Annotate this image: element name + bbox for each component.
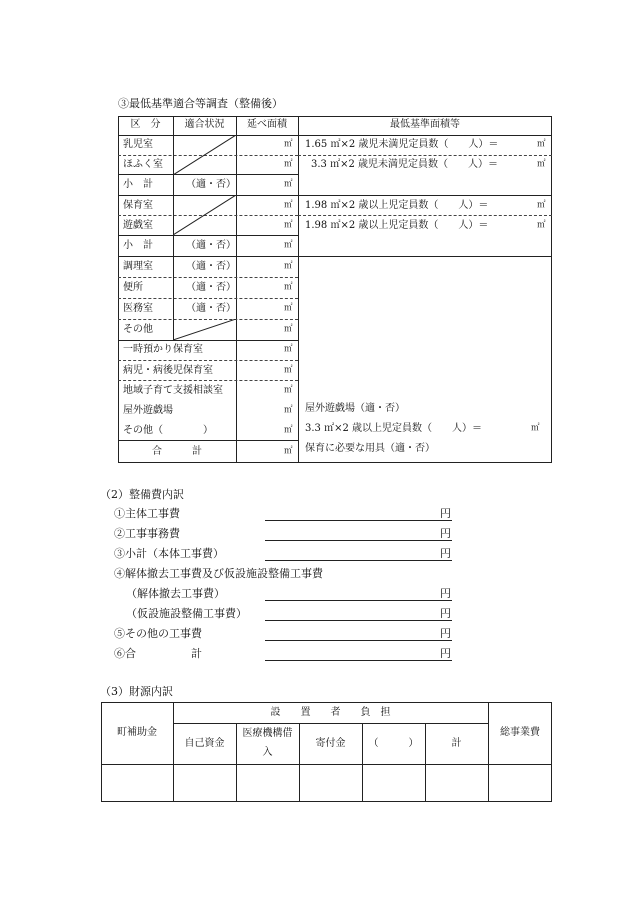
dashed-divider xyxy=(118,298,298,299)
status-value: （適・否） xyxy=(186,240,236,251)
dashed-divider xyxy=(118,380,298,381)
unit: ㎡ xyxy=(284,261,293,271)
yen: 円 xyxy=(440,647,451,660)
yen: 円 xyxy=(440,587,451,600)
amount-line xyxy=(265,520,452,521)
equipment-check: 保育に必要な用具（適・否） xyxy=(305,443,435,454)
col-divider xyxy=(298,116,299,463)
col-divider xyxy=(236,116,237,463)
row-label: ほふく室 xyxy=(123,159,163,170)
dashed-divider xyxy=(298,155,552,156)
row-label: 調理室 xyxy=(123,261,153,272)
formula: 3.3 ㎡×2 歳児未満児定員数（ 人）＝ xyxy=(311,159,499,170)
yen: 円 xyxy=(440,627,451,640)
unit: ㎡ xyxy=(537,200,546,210)
section3-title: （3）財源内訳 xyxy=(100,685,173,698)
unit: ㎡ xyxy=(284,405,293,415)
unit: ㎡ xyxy=(284,220,293,230)
row-label: その他（ ） xyxy=(123,425,213,436)
amount-line xyxy=(265,660,452,661)
unit: ㎡ xyxy=(284,425,293,435)
row-label: 病児・病後児保育室 xyxy=(123,365,213,376)
diagonal-slash xyxy=(173,135,236,175)
formula: 1.98 ㎡×2 歳以上児定員数（ 人）＝ xyxy=(305,220,489,231)
yen: 円 xyxy=(440,607,451,620)
section2-title: （2）整備費内訳 xyxy=(100,488,184,501)
town-subsidy-header: 町補助金 xyxy=(117,727,157,738)
col-divider xyxy=(425,723,426,802)
unit: ㎡ xyxy=(284,200,293,210)
col-header: （ ） xyxy=(368,738,419,749)
header-nobe: 延べ面積 xyxy=(247,119,287,130)
header-kubun: 区 分 xyxy=(130,119,161,130)
unit: ㎡ xyxy=(284,385,293,395)
unit: ㎡ xyxy=(284,303,293,313)
col-header: 計 xyxy=(451,738,462,749)
row-divider xyxy=(118,256,552,257)
cost-item: ⑤その他の工事費 xyxy=(114,627,202,640)
unit: ㎡ xyxy=(284,179,293,189)
formula: 1.65 ㎡×2 歳児未満児定員数（ 人）＝ xyxy=(305,139,499,150)
cost-item: ②工事事務費 xyxy=(114,527,180,540)
amount-line xyxy=(265,600,452,601)
unit: ㎡ xyxy=(284,324,293,334)
row-divider xyxy=(118,340,298,341)
yen: 円 xyxy=(440,547,451,560)
status-value: （適・否） xyxy=(186,303,236,314)
col-header: 寄付金 xyxy=(315,738,346,749)
row-label: その他 xyxy=(123,324,153,335)
cost-item: （解体撤去工事費） xyxy=(126,587,225,600)
row-divider xyxy=(118,440,298,441)
unit: ㎡ xyxy=(284,139,293,149)
amount-line xyxy=(265,620,452,621)
row-label: 小 計 xyxy=(123,240,153,251)
col-header: 入 xyxy=(262,747,273,758)
status-value: （適・否） xyxy=(186,261,236,272)
installer-burden-header: 設 置 者 負 担 xyxy=(270,707,391,718)
row-label: 小 計 xyxy=(123,179,153,190)
row-label: 地域子育て支援相談室 xyxy=(123,385,223,396)
row-label: 屋外遊戯場 xyxy=(123,405,173,416)
yen: 円 xyxy=(440,527,451,540)
cost-item: ①主体工事費 xyxy=(114,507,180,520)
unit: ㎡ xyxy=(284,344,293,354)
row-label: 保育室 xyxy=(123,200,153,211)
col-divider xyxy=(488,702,489,802)
dashed-divider xyxy=(118,360,298,361)
dashed-divider xyxy=(118,277,298,278)
amount-line xyxy=(265,540,452,541)
total-label: 合 計 xyxy=(152,446,202,457)
col-divider xyxy=(299,723,300,802)
status-value: （適・否） xyxy=(186,179,236,190)
unit: ㎡ xyxy=(284,240,293,250)
outdoor-playground: 屋外遊戯場（適・否） xyxy=(305,403,405,414)
amount-line xyxy=(265,640,452,641)
unit: ㎡ xyxy=(537,139,546,149)
col-header: 自己資金 xyxy=(184,738,225,749)
col-divider xyxy=(362,723,363,802)
cost-item: ④解体撤去工事費及び仮設施設整備工事費 xyxy=(114,567,323,580)
header-saitei: 最低基準面積等 xyxy=(390,119,460,130)
unit: ㎡ xyxy=(284,446,293,456)
row-divider xyxy=(118,235,298,236)
row-label: 一時預かり保育室 xyxy=(123,344,203,355)
section-title: ③最低基準適合等調査（整備後） xyxy=(118,97,283,110)
formula: 3.3 ㎡×2 歳以上児定員数（ 人）＝ xyxy=(305,423,483,434)
row-label: 乳児室 xyxy=(123,139,153,150)
unit: ㎡ xyxy=(531,423,540,433)
unit: ㎡ xyxy=(537,220,546,230)
unit: ㎡ xyxy=(284,365,293,375)
dashed-divider xyxy=(298,215,552,216)
diagonal-slash xyxy=(173,195,236,235)
total-cost-header: 総事業費 xyxy=(500,727,540,738)
cost-item: ③小計（本体工事費） xyxy=(114,547,224,560)
formula: 1.98 ㎡×2 歳以上児定員数（ 人）＝ xyxy=(305,200,489,211)
unit: ㎡ xyxy=(284,159,293,169)
amount-line xyxy=(265,560,452,561)
cost-item: ⑥合 計 xyxy=(114,647,202,660)
row-divider xyxy=(173,723,488,724)
col-header: 医療機構借 xyxy=(242,728,293,739)
diagonal-slash xyxy=(173,319,236,340)
unit: ㎡ xyxy=(537,159,546,169)
row-label: 医務室 xyxy=(123,303,153,314)
row-label: 便所 xyxy=(123,282,143,293)
row-label: 遊戯室 xyxy=(123,220,153,231)
cost-item: （仮設施設整備工事費） xyxy=(126,607,247,620)
unit: ㎡ xyxy=(284,282,293,292)
header-tekigo: 適合状況 xyxy=(184,119,225,130)
status-value: （適・否） xyxy=(186,282,236,293)
yen: 円 xyxy=(440,507,451,520)
row-divider xyxy=(101,764,552,765)
